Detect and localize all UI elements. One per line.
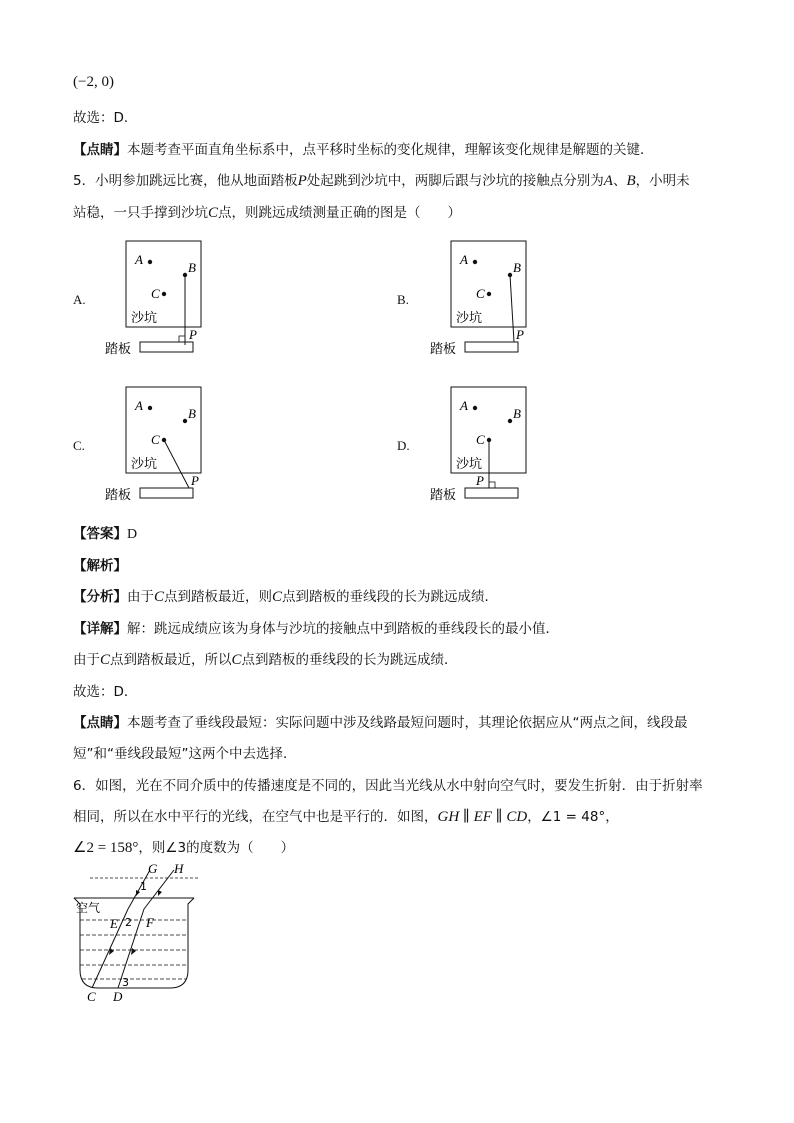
option-c-label: C. xyxy=(73,438,85,453)
label-f: F xyxy=(146,915,154,930)
label-d: D xyxy=(113,989,123,1004)
label-c: C xyxy=(476,432,485,447)
q5-text: 点，则跳远成绩测量正确的图是（ ） xyxy=(218,205,462,221)
label-c: C xyxy=(476,286,485,301)
comment-text: 本题考查平面直角坐标系中，点平移时坐标的变化规律，理解该变化规律是解题的关键． xyxy=(127,142,654,158)
figure-refraction xyxy=(70,860,210,1005)
q4-comment xyxy=(73,141,654,159)
board-label: 踏板 xyxy=(430,342,457,357)
reason-text: 点到踏板最近，所以 xyxy=(110,652,232,668)
air-label: 空气 xyxy=(76,901,101,915)
comment-tag: 【点睛】 xyxy=(73,142,127,158)
label-p: P xyxy=(516,327,524,342)
label-c: C xyxy=(151,432,160,447)
q5-comment-line1 xyxy=(73,714,688,732)
label-c: C xyxy=(151,286,160,301)
point-c: C xyxy=(208,205,219,221)
xiangjie-tag: 【详解】 xyxy=(73,621,127,637)
q5-stem-line2 xyxy=(73,204,461,222)
reason-text: 由于 xyxy=(73,652,100,668)
label-p: P xyxy=(476,473,484,488)
fenxi-tag: 【分析】 xyxy=(73,589,127,605)
label-a: A xyxy=(135,252,143,267)
point-c: C xyxy=(100,652,111,668)
q4-choice-line: 故选：D． xyxy=(73,110,138,126)
pit-label: 沙坑 xyxy=(131,457,158,472)
angle-3-label: 3 xyxy=(122,976,129,989)
coordinate-result: (−2, 0) xyxy=(73,74,114,90)
point-p: P xyxy=(297,173,307,189)
label-b: B xyxy=(513,406,521,421)
pit-label: 沙坑 xyxy=(456,311,483,326)
q5-analysis-tag xyxy=(73,557,127,575)
point-c: C xyxy=(231,652,242,668)
q5-answer-line xyxy=(73,525,137,544)
label-b: B xyxy=(513,260,521,275)
parallel-expression: GH ∥ EF ∥ CD xyxy=(437,809,528,825)
point-c: C xyxy=(154,589,165,605)
separator: 、 xyxy=(612,173,627,189)
q5-text: 5．小明参加跳远比赛，他从地面踏板 xyxy=(73,173,298,189)
q5-choice-line: 故选：D． xyxy=(73,684,138,700)
q6-text: 相同，所以在水中平行的光线，在空气中也是平行的．如图， xyxy=(73,809,438,825)
comment-text: 本题考查了垂线段最短：实际问题中涉及线路最短问题时，其理论依据应从“两点之间，线段最 xyxy=(127,715,688,731)
fenxi-text: 由于 xyxy=(127,589,154,605)
xiangjie-text: 解：跳远成绩应该为身体与沙坑的接触点中到踏板的垂线段长的最小值． xyxy=(127,621,559,637)
q5-stem-line1 xyxy=(73,172,690,190)
q5-fenxi-line xyxy=(73,588,498,606)
q6-stem-line3 xyxy=(73,839,294,857)
angle2-expression: ∠2 = 158° xyxy=(73,840,139,856)
option-a-label: A. xyxy=(73,292,86,307)
angle-1-label: 1 xyxy=(140,880,147,893)
label-b: B xyxy=(188,406,196,421)
board-label: 踏板 xyxy=(430,488,457,503)
q6-text: ，∠1 = 48°， xyxy=(527,809,619,825)
q6-stem-line1: 6．如图，光在不同介质中的传播速度是不同的，因此当光线从水中射向空气时，要发生折射．由于折射率 xyxy=(73,778,703,794)
figure-option-d xyxy=(425,381,535,506)
point-b: B xyxy=(626,173,636,189)
option-d-label: D. xyxy=(397,438,410,453)
q5-xiangjie-line xyxy=(73,620,559,638)
label-a: A xyxy=(135,398,143,413)
pit-label: 沙坑 xyxy=(456,457,483,472)
comment-tag: 【点睛】 xyxy=(73,715,127,731)
q5-reason-line xyxy=(73,651,458,669)
q5-text: ，小明未 xyxy=(635,173,690,189)
point-a: A xyxy=(603,173,613,189)
label-a: A xyxy=(460,398,468,413)
label-b: B xyxy=(188,260,196,275)
answer-value: D xyxy=(127,527,138,542)
q5-text: 处起跳到沙坑中，两脚后跟与沙坑的接触点分别为 xyxy=(306,173,604,189)
angle-2-label: 2 xyxy=(125,916,132,929)
label-c: C xyxy=(87,989,96,1004)
figure-option-a xyxy=(100,235,210,360)
board-label: 踏板 xyxy=(105,342,132,357)
q6-text: ，则∠3的度数为（ ） xyxy=(138,840,295,856)
fenxi-text: 点到踏板的垂线段的长为跳远成绩． xyxy=(282,589,499,605)
figure-option-c xyxy=(100,381,210,506)
label-g: G xyxy=(148,861,158,876)
reason-text: 点到踏板的垂线段的长为跳远成绩． xyxy=(241,652,458,668)
label-a: A xyxy=(460,252,468,267)
label-p: P xyxy=(189,327,197,342)
label-h: H xyxy=(174,861,184,876)
q5-text: 站稳，一只手撑到沙坑 xyxy=(73,205,208,221)
fenxi-text: 点到踏板最近，则 xyxy=(164,589,273,605)
point-c: C xyxy=(272,589,283,605)
label-p: P xyxy=(191,473,199,488)
q5-comment-line2: 短”和“垂线段最短”这两个中去选择． xyxy=(73,746,297,762)
figure-option-b xyxy=(425,235,535,360)
analysis-tag: 【解析】 xyxy=(73,558,127,574)
option-b-label: B. xyxy=(397,292,409,307)
q6-stem-line2 xyxy=(73,808,619,826)
label-e: E xyxy=(110,916,118,931)
board-label: 踏板 xyxy=(105,488,132,503)
pit-label: 沙坑 xyxy=(131,311,158,326)
answer-tag: 【答案】 xyxy=(73,526,127,542)
